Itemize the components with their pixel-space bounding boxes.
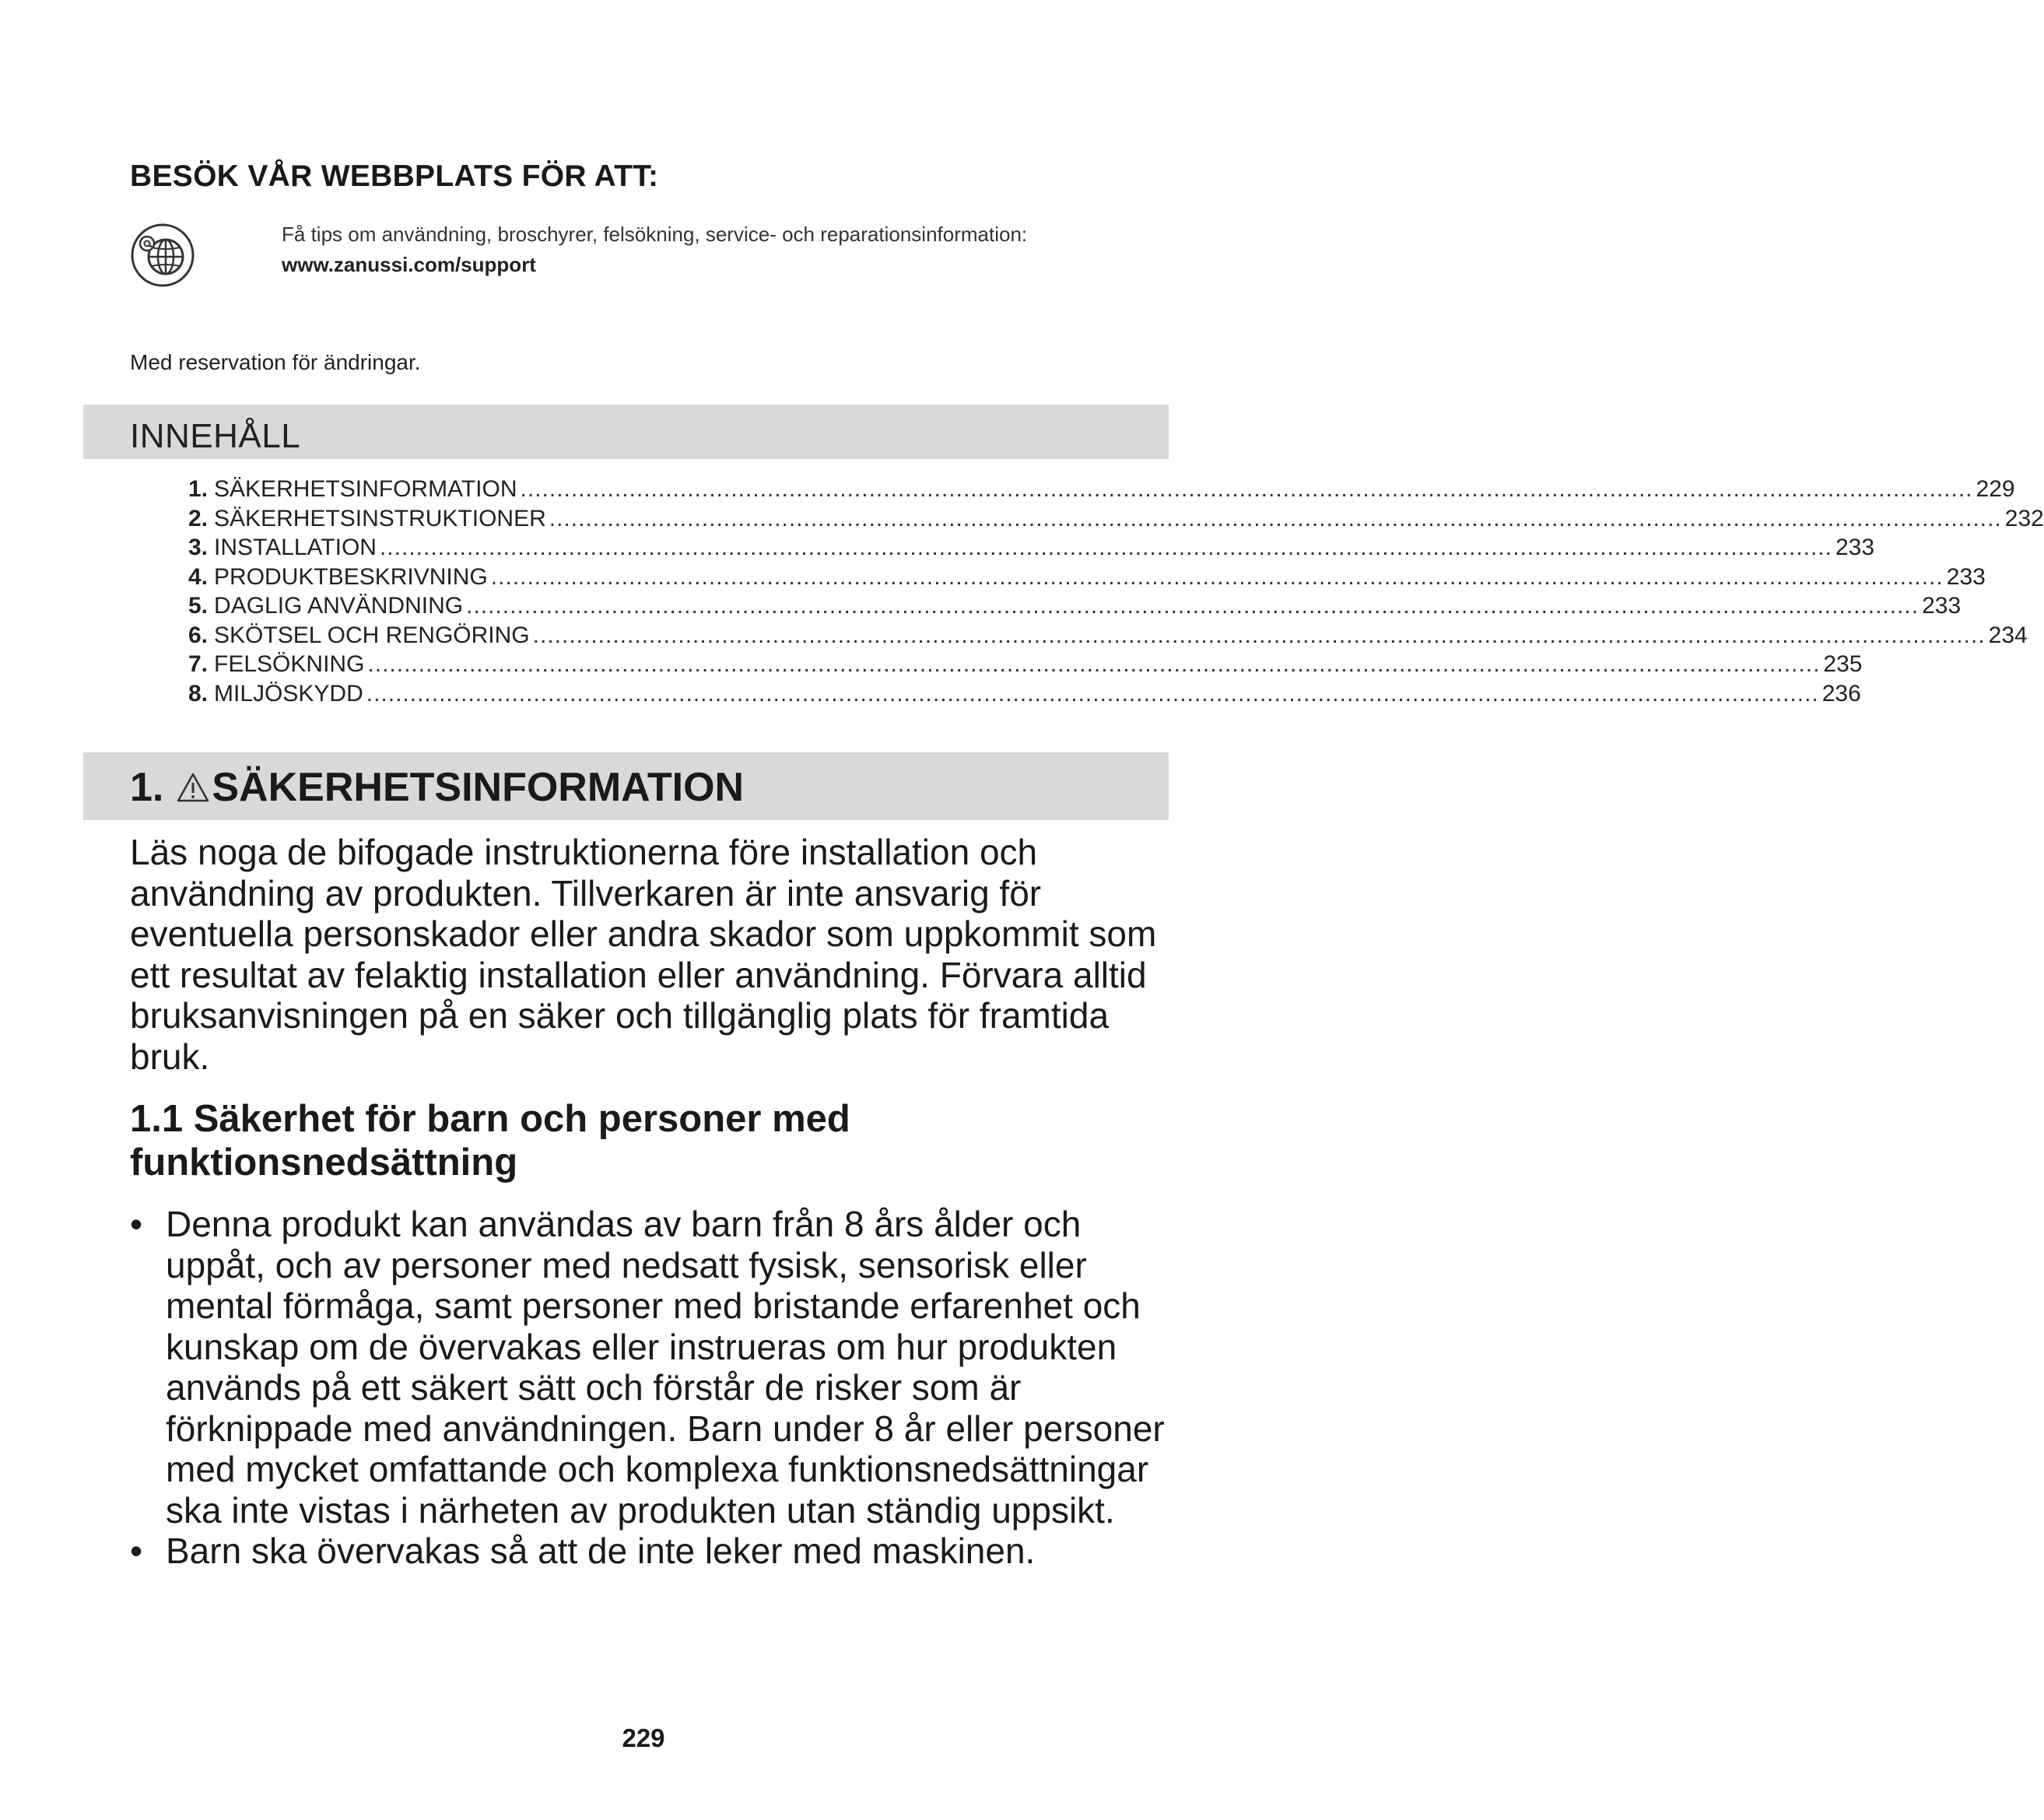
support-url-link[interactable]: www.zanussi.com/support bbox=[282, 253, 536, 276]
toc-leader-dots: ........................................................................................................................................................................................................ bbox=[490, 563, 1944, 590]
table-of-contents bbox=[188, 476, 2044, 710]
bullet-text: Barn ska övervakas så att de inte leker med maskinen. bbox=[166, 1531, 1036, 1571]
toc-entry-label: DAGLIG ANVÄNDNING bbox=[214, 593, 464, 619]
toc-entry-label: SÄKERHETSINFORMATION bbox=[214, 476, 517, 502]
toc-entry[interactable] bbox=[188, 680, 1861, 710]
toc-entry-label: MILJÖSKYDD bbox=[214, 680, 363, 707]
section-title-text: SÄKERHETSINFORMATION bbox=[212, 765, 745, 810]
section-title bbox=[130, 764, 744, 811]
toc-entry-page: 234 bbox=[1988, 622, 2028, 648]
toc-entry[interactable] bbox=[188, 593, 1962, 622]
toc-entry-label: INSTALLATION bbox=[214, 535, 377, 560]
toc-entry-number: 3. bbox=[188, 535, 209, 560]
warning-triangle-icon bbox=[176, 772, 210, 803]
toc-entry-number: 5. bbox=[188, 593, 209, 619]
section-number: 1. bbox=[130, 765, 164, 810]
toc-entry-label: PRODUKTBESKRIVNING bbox=[214, 563, 488, 590]
toc-entry-page: 233 bbox=[1922, 593, 1962, 619]
toc-leader-dots: ........................................................................................................................................................................................................ bbox=[532, 622, 1986, 648]
toc-leader-dots: ........................................................................................................................................................................................................ bbox=[366, 680, 1819, 707]
reservation-notice: Med reservation för ändringar. bbox=[130, 350, 421, 374]
toc-title: INNEHÅLL bbox=[130, 417, 301, 455]
list-item bbox=[130, 1204, 1173, 1531]
toc-entry-number: 7. bbox=[188, 651, 209, 677]
toc-leader-dots: ........................................................................................................................................................................................................ bbox=[549, 505, 2002, 531]
support-tips-text: Få tips om användning, broschyrer, felsökning, service- och reparationsinformation: bbox=[282, 223, 1028, 246]
toc-entry-label: SKÖTSEL OCH RENGÖRING bbox=[214, 622, 530, 648]
toc-entry[interactable] bbox=[188, 622, 2028, 652]
toc-entry-number: 2. bbox=[188, 505, 209, 531]
toc-entry-page: 233 bbox=[1946, 563, 1986, 590]
bullet-dot-icon: • bbox=[130, 1204, 143, 1244]
toc-entry[interactable] bbox=[188, 505, 2044, 535]
toc-leader-dots: ........................................................................................................................................................................................................ bbox=[379, 535, 1832, 560]
page-number: 229 bbox=[622, 1724, 665, 1752]
bullet-dot-icon: • bbox=[130, 1531, 143, 1571]
toc-entry-number: 6. bbox=[188, 622, 209, 648]
toc-leader-dots: ........................................................................................................................................................................................................ bbox=[520, 476, 1973, 502]
toc-leader-dots: ........................................................................................................................................................................................................ bbox=[466, 593, 1920, 619]
toc-entry-page: 236 bbox=[1821, 680, 1861, 707]
toc-entry-page: 233 bbox=[1835, 535, 1875, 560]
toc-entry-page: 235 bbox=[1823, 651, 1863, 677]
toc-leader-dots: ........................................................................................................................................................................................................ bbox=[367, 651, 1821, 677]
toc-entry-number: 4. bbox=[188, 563, 209, 590]
safety-intro-paragraph: Läs noga de bifogade instruktionerna före installation och användning av produkten. Tillverkaren är inte ansvarig för eventuella personskador eller andra skador som uppkommit som ett resultat av felaktig installation eller användning. Förvara alltid bruksanvisningen på en säker och tillgänglig plats för framtida bruk. bbox=[130, 832, 1157, 1077]
toc-entry-label: SÄKERHETSINSTRUKTIONER bbox=[214, 505, 546, 531]
list-item bbox=[130, 1531, 1173, 1572]
subsection-title: 1.1 Säkerhet för barn och personer med funktionsnedsättning bbox=[130, 1098, 850, 1184]
toc-entry-page: 232 bbox=[2004, 505, 2044, 531]
globe-icon bbox=[130, 223, 195, 288]
toc-entry-page: 229 bbox=[1976, 476, 2015, 502]
toc-entry-number: 8. bbox=[188, 680, 209, 707]
bullet-text: Denna produkt kan användas av barn från 8 års ålder och uppåt, och av personer med nedsatt fysisk, sensorisk eller mental förmåga, samt personer med bristande erfarenhet och kunskap om de övervakas eller instrueras om hur produkten används på ett säkert sätt och förstår de risker som är förknippade med användningen. Barn under 8 år eller personer med mycket omfattande och komplexa funktionsnedsättningar ska inte vistas i närheten av produkten utan ständig uppsikt. bbox=[166, 1204, 1165, 1531]
visit-website-heading: BESÖK VÅR WEBBPLATS FÖR ATT: bbox=[130, 160, 659, 193]
toc-entry[interactable] bbox=[188, 563, 1986, 594]
toc-entry-number: 1. bbox=[188, 476, 209, 502]
toc-entry-label: FELSÖKNING bbox=[214, 651, 365, 677]
toc-entry[interactable] bbox=[188, 651, 1863, 681]
toc-entry[interactable] bbox=[188, 476, 2015, 506]
safety-bullet-list bbox=[130, 1204, 1173, 1572]
toc-entry[interactable] bbox=[188, 535, 1875, 564]
